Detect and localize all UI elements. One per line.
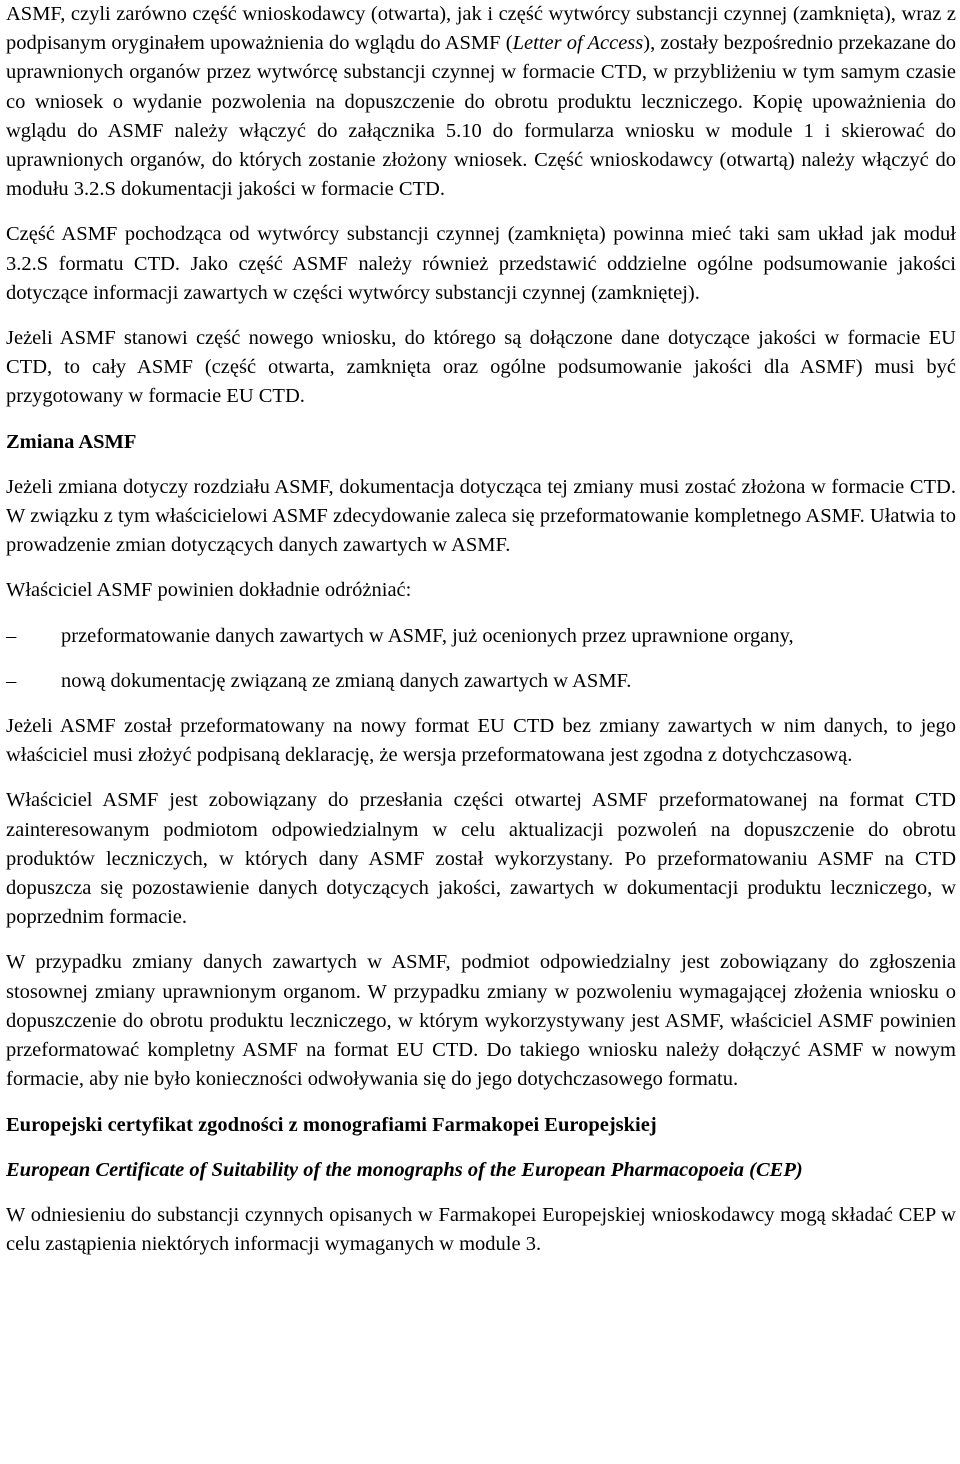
dash-bullet: – (6, 624, 17, 647)
list-item-text: nową dokumentację związaną ze zmianą danych zawartych w ASMF. (61, 669, 632, 692)
list-item (6, 667, 956, 696)
paragraph-eu-ctd: Jeżeli ASMF stanowi część nowego wniosku, do którego są dołączone dane dotyczące jakości w formacie EU CTD, to cały ASMF (część otwarta, zamknięta oraz ogólne podsumowanie jakości dla ASMF) musi być przygotowany w formacie EU CTD. (6, 327, 956, 408)
paragraph-owner-obligation: Właściciel ASMF jest zobowiązany do przesłania części otwartej ASMF przeformatowanej na format CTD zainteresowanym podmiotom odpowiedzialnym w celu aktualizacji pozwoleń na dopuszczenie do obrotu produktów leczniczych, w których dany ASMF został wykorzystany. Po przeformatowaniu ASMF na CTD dopuszcza się pozostawienie danych dotyczących jakości, zawartych w dokumentacji produktu leczniczego, w poprzednim formacie. (6, 789, 956, 929)
section-heading-asmf-change: Zmiana ASMF (6, 430, 137, 453)
section-heading-cep-english: European Certificate of Suitability of the monographs of the European Pharmacopoeia (CEP) (6, 1158, 803, 1181)
paragraph-data-change: W przypadku zmiany danych zawartych w ASMF, podmiot odpowiedzialny jest zobowiązany do zgłoszenia stosownej zmiany uprawnionym organom. W przypadku zmiany w pozwoleniu wymagającej złożenia wniosku o dopuszczenie do obrotu produktu leczniczego, w którym wykorzystywany jest ASMF, właściciel ASMF powinien przeformatować kompletny ASMF na format EU CTD. Do takiego wniosku należy dołączyć ASMF w nowym formacie, aby nie było konieczności odwoływania się do jego dotychczasowego formatu. (6, 951, 956, 1091)
paragraph-asmf-submission-part2: ), zostały bezpośrednio przekazane do uprawnionych organów przez wytwórcę substancji czynnej w formacie CTD, w przybliżeniu w tym samym czasie co wniosek o wydanie pozwolenia na dopuszczenie do obrotu produktu leczniczego. Kopię upoważnienia do wglądu do ASMF należy włączyć do załącznika 5.10 do formularza wniosku w module 1 i skierować do uprawnionych organów, do których zostanie złożony wniosek. Część wnioskodawcy (otwartą) należy włączyć do modułu 3.2.S dokumentacji jakości w formacie CTD. (6, 32, 956, 201)
paragraph-reformat-declaration: Jeżeli ASMF został przeformatowany na nowy format EU CTD bez zmiany zawartych w nim danych, to jego właściciel musi złożyć podpisaną deklarację, że wersja przeformatowana jest zgodna z dotychczasową. (6, 715, 956, 767)
paragraph-asmf-submission-part1: ASMF, czyli zarówno część wnioskodawcy (otwarta), jak i część wytwórcy substancji czynnej (zamknięta), wraz z podpisanym oryginałem upoważnienia do wglądu do ASMF ( (6, 3, 956, 55)
paragraph-cep-submission: W odniesieniu do substancji czynnych opisanych w Farmakopei Europejskiej wnioskodawcy mogą składać CEP w celu zastąpienia niektórych informacji wymaganych w module 3. (6, 1203, 956, 1256)
paragraph-closed-part: Część ASMF pochodząca od wytwórcy substancji czynnej (zamknięta) powinna mieć taki sam układ jak moduł 3.2.S formatu CTD. Jako część ASMF należy również przedstawić oddzielne ogólne podsumowanie jakości dotyczące informacji zawartych w części wytwórcy substancji czynnej (zamkniętej). (6, 223, 956, 304)
letter-of-access-term: Letter of Access (512, 32, 644, 55)
distinction-list (6, 622, 956, 696)
list-item (6, 622, 956, 651)
paragraph-change-rules: Jeżeli zmiana dotyczy rozdziału ASMF, dokumentacja dotycząca tej zmiany musi zostać złożona w formacie CTD. W związku z tym właścicielowi ASMF zdecydowanie zaleca się przeformatowanie kompletnego ASMF. Ułatwia to prowadzenie zmian dotyczących danych zawartych w ASMF. (6, 475, 956, 557)
paragraph-asmf-submission (6, 0, 956, 204)
dash-bullet: – (6, 669, 17, 692)
list-item-text: przeformatowanie danych zawartych w ASMF, już ocenionych przez uprawnione organy, (61, 624, 794, 647)
section-heading-cep-polish: Europejski certyfikat zgodności z monografiami Farmakopei Europejskiej (6, 1113, 657, 1136)
document-page (6, 0, 956, 1275)
paragraph-owner-distinguish: Właściciel ASMF powinien dokładnie odróżniać: (6, 579, 412, 602)
